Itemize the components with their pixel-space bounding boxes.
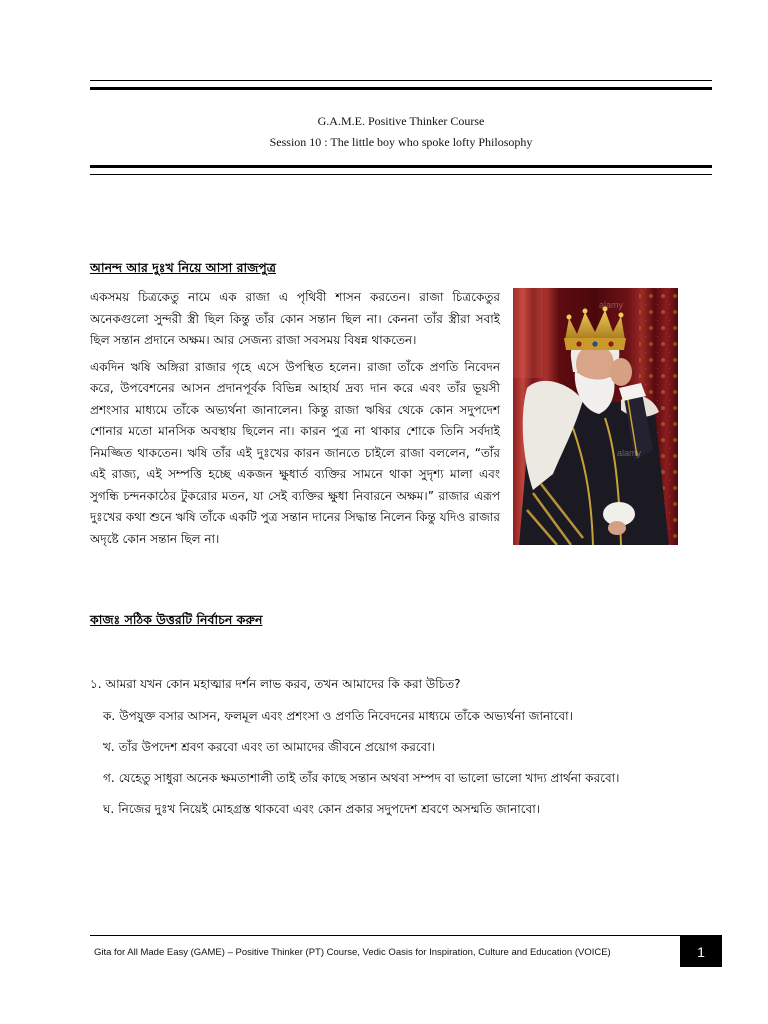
footer-rule — [90, 935, 722, 936]
watermark: alamy — [599, 300, 624, 310]
crown-finial — [583, 309, 588, 314]
window-light — [513, 288, 543, 378]
answer-options — [103, 706, 718, 830]
lower-hand — [608, 521, 626, 535]
header-top-thick-rule — [90, 87, 712, 90]
crown-finial — [619, 313, 624, 318]
story-paragraph: একদিন ঋষি অঙ্গিরা রাজার গৃহে এসে উপস্থিত হলেন। রাজা তাঁকে প্রণতি নিবেদন করে, উপবেশনের আসন প্রদানপূর্বক বিভিন্ন আহার্য দ্রব্য দান করে এবং তাঁর ভূয়সী প্রশংসার মাধ্যমে তাঁকে অভ্যর্থনা জানালেন। কিন্তু রাজা ঋষির থেকে কোন সদুপদেশ শোনার মতো মানসিক অবস্থায় ছিলেন না। কারন পুত্র না থাকার শোকে তিনি সর্বদাই নিমজ্জিত থাকতেন। ঋষি তাঁর এই দুঃখের কারন জানতে চাইলে রাজা বললেন, “তাঁর এই রাজ্য, এই সম্পত্তি হচ্ছে একজন ক্ষুধার্ত ব্যক্তির সামনে থাকা সুদৃশ্য মালা এবং সুগন্ধি চন্দনকাঠের টুকরোর মতন, যা সেই ব্যক্তির ক্ষুধা নিবারনে অক্ষম।” রাজার এরূপ দুঃখের কথা শুনে ঋষি তাঁকে একটি পুত্র সন্তান দানের সিদ্ধান্ত নিলেন কিন্তু যদিও রাজার অদৃষ্টে কোন সন্তান ছিল না। — [90, 359, 500, 546]
watermark: alamy — [617, 448, 642, 458]
header-top-thin-rule — [90, 80, 712, 81]
option-text: উপযুক্ত বসার আসন, ফলমূল এবং প্রশংসা ও প্রণতি নিবেদনের মাধ্যমে তাঁকে অভ্যর্থনা জানাবো। — [119, 709, 573, 723]
footer-text: Gita for All Made Easy (GAME) – Positive Thinker (PT) Course, Vedic Oasis for Inspiration, Culture and Education (VOICE) — [94, 947, 611, 958]
option-text: নিজের দুঃখ নিয়েই মোহগ্রস্ত থাকবো এবং কোন প্রকার সদুপদেশ শ্রবণে অসম্মতি জানাবো। — [118, 802, 541, 816]
crown-jewel — [608, 341, 613, 346]
crown-finial — [567, 315, 572, 320]
session-title: Session 10 : The little boy who spoke lofty Philosophy — [269, 135, 533, 149]
question-number: ১. — [90, 677, 102, 691]
page-number: 1 — [697, 943, 705, 960]
story-body — [90, 287, 500, 555]
option-label: ক. — [103, 709, 116, 723]
option-text: যেহেতু সাধুরা অনেক ক্ষমতাশালী তাই তাঁর কাছে সন্তান অথবা সম্পদ বা ভালো ভালো খাদ্য প্রার্থনা করবো। — [118, 771, 620, 785]
story-heading: আনন্দ আর দুঃখ নিয়ে আসা রাজপুত্র — [90, 260, 276, 275]
question — [90, 674, 715, 694]
option-label: গ. — [103, 771, 115, 785]
king-illustration — [513, 288, 678, 545]
story-paragraph: একসময় চিত্রকেতু নামে এক রাজা এ পৃথিবী শাসন করতেন। রাজা চিত্রকেতুর অনেকগুলো সুন্দরী স্ত্রী ছিল কিন্তু তাঁর কোন সন্তান ছিল না। কেননা তাঁর স্ত্রীরা সবাই ছিল সন্তান প্রদানে অক্ষম। আর সেজন্য রাজা সবসময় বিষন্ন থাকতেন। — [90, 290, 500, 347]
answer-option — [103, 799, 718, 819]
course-title: G.A.M.E. Positive Thinker Course — [317, 114, 485, 128]
option-label: ঘ. — [103, 802, 115, 816]
answer-option — [103, 706, 718, 726]
option-text: তাঁর উপদেশ শ্রবণ করবো এবং তা আমাদের জীবনে প্রয়োগ করবো। — [118, 740, 436, 754]
answer-option — [103, 737, 718, 757]
answer-option — [103, 768, 718, 788]
crown-jewel — [576, 341, 581, 346]
crown-jewel — [592, 341, 597, 346]
question-text: আমরা যখন কোন মহাত্মার দর্শন লাভ করব, তখন আমাদের কি করা উচিত? — [105, 677, 461, 691]
header-bottom-thin-rule — [90, 174, 712, 175]
task-heading: কাজঃ সঠিক উত্তরটি নির্বাচন করুন — [90, 612, 263, 627]
hand-on-forehead — [610, 358, 632, 386]
option-label: খ. — [103, 740, 115, 754]
page-number-box — [680, 936, 722, 967]
king-photo — [513, 288, 678, 545]
header-bottom-thick-rule — [90, 165, 712, 168]
